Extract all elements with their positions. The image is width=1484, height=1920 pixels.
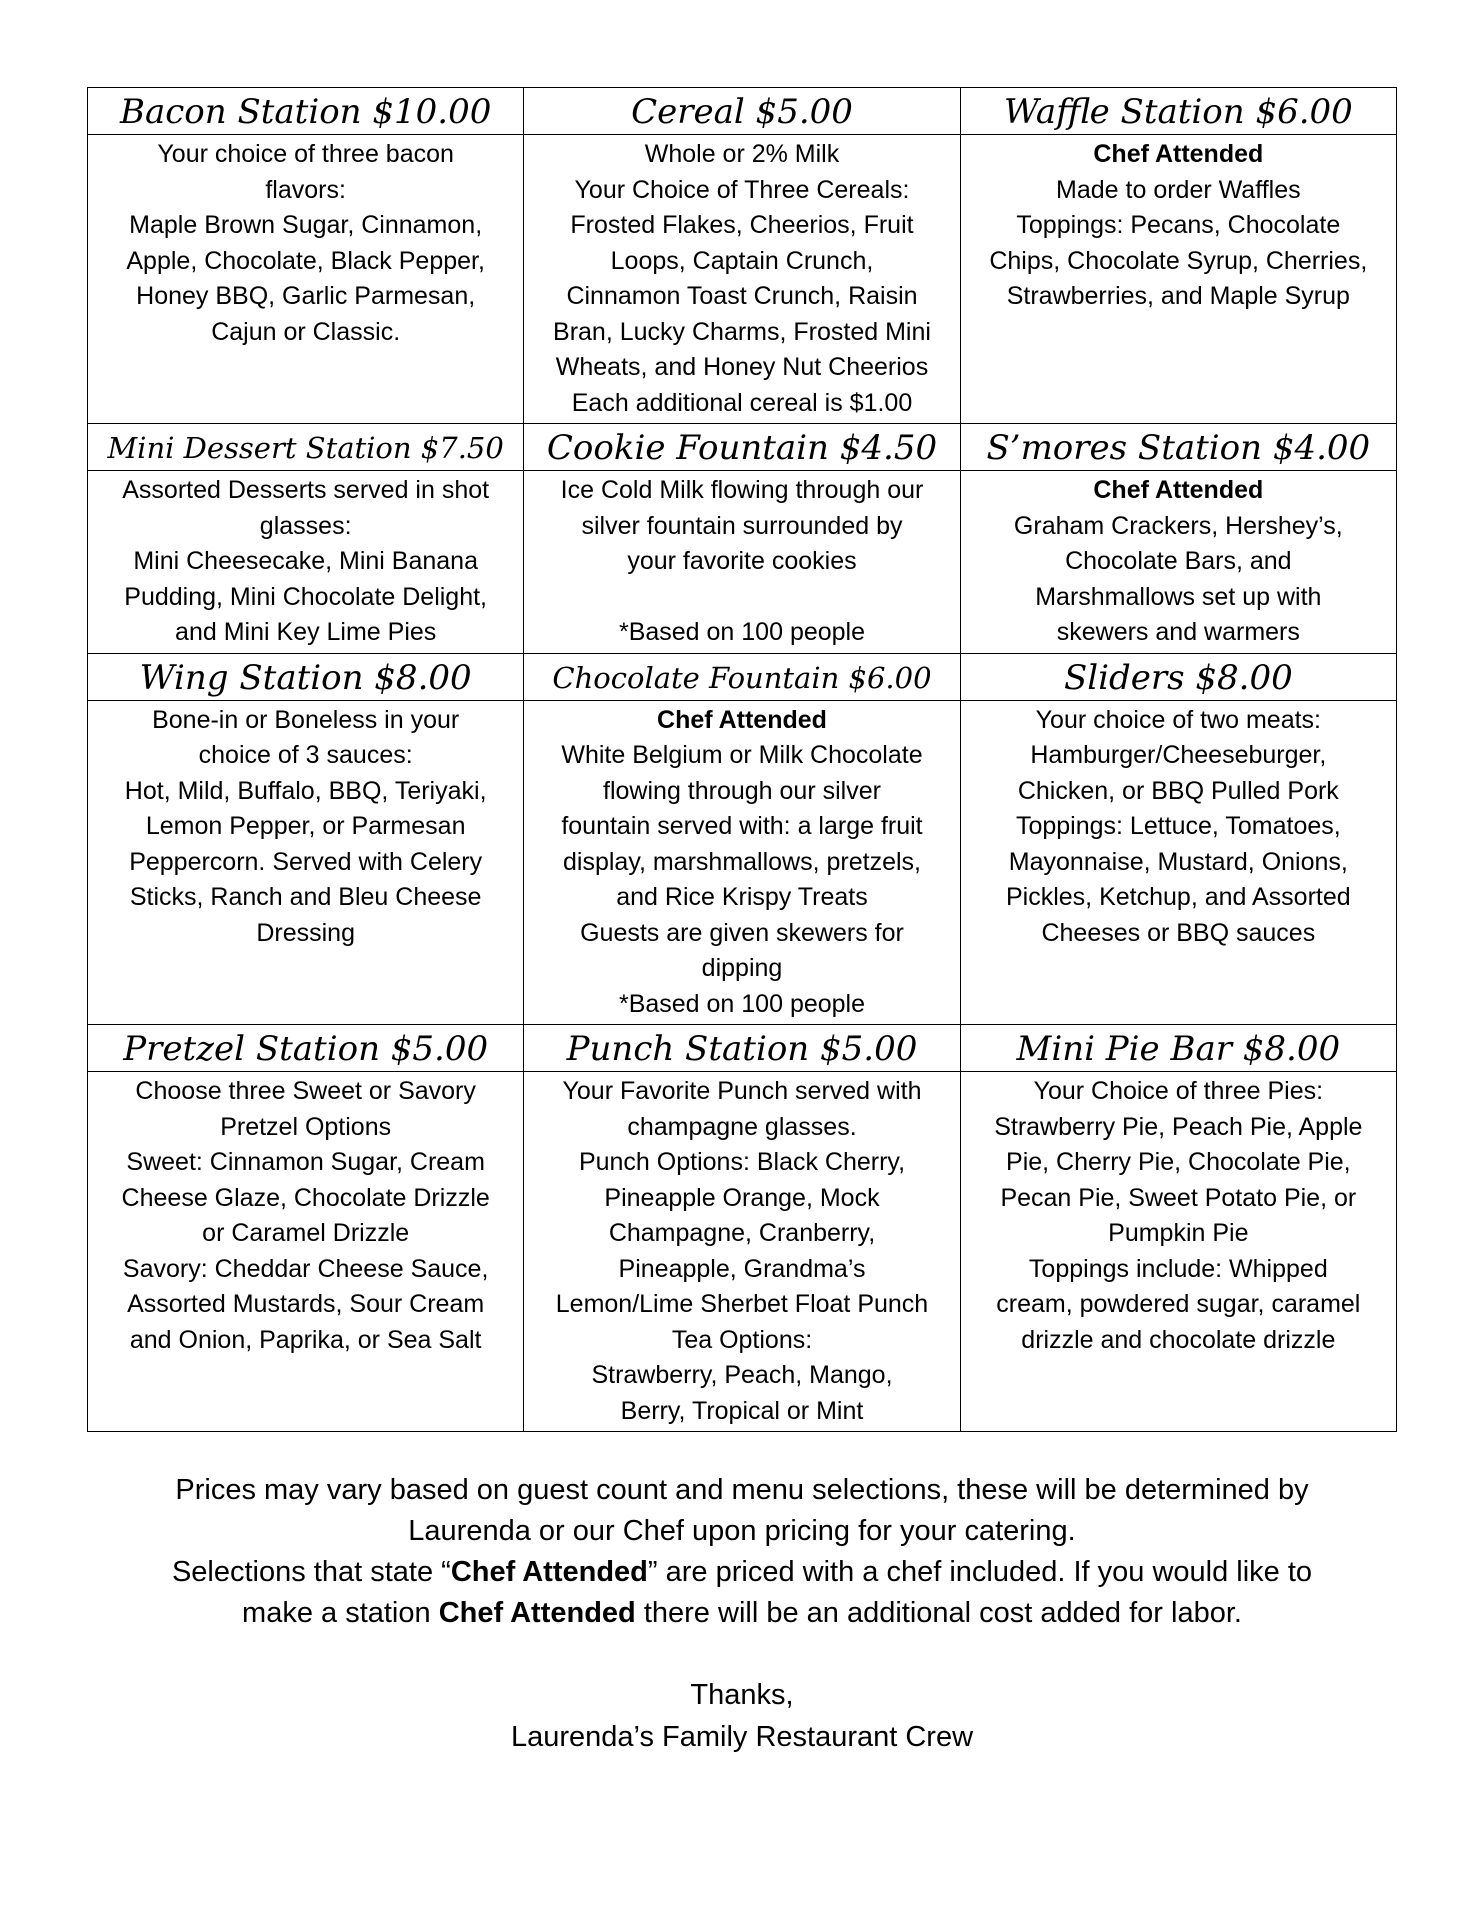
description-line: Chicken, or BBQ Pulled Pork (1017, 776, 1339, 805)
closing-signature (80, 1674, 1404, 1758)
description-line: Peppercorn. Served with Celery (129, 847, 483, 876)
description-line: champagne glasses. (627, 1112, 857, 1141)
description-line (530, 580, 953, 616)
description-line: Chips, Chocolate Syrup, Cherries, (989, 246, 1368, 275)
station-description (524, 1072, 960, 1432)
notes-line-4-end: there will be an additional cost added for labor. (635, 1597, 1242, 1629)
description-line: Berry, Tropical or Mint (620, 1396, 864, 1425)
description-line: Your Choice of three Pies: (1033, 1077, 1324, 1105)
description-line: Cheese Glaze, Chocolate Drizzle (121, 1183, 490, 1212)
station-description (960, 135, 1396, 424)
description-line: Lemon/Lime Sherbet Float Punch (555, 1290, 929, 1318)
station-description (960, 1072, 1396, 1432)
description-line: Pie, Cherry Pie, Chocolate Pie, (1006, 1148, 1351, 1176)
description-line: Toppings: Lettuce, Tomatoes, (1015, 812, 1341, 840)
description-line: Champagne, Cranberry, (608, 1219, 876, 1247)
station-title: Cereal $5.00 (524, 88, 960, 135)
description-line: Dressing (256, 918, 355, 947)
description-line: Pudding, Mini Chocolate Delight, (124, 582, 488, 611)
description-line: Maple Brown Sugar, Cinnamon, (129, 211, 483, 239)
station-title: Sliders $8.00 (960, 653, 1396, 700)
description-line: Loops, Captain Crunch, (610, 246, 874, 275)
description-line: Toppings: Pecans, Chocolate (1016, 211, 1341, 239)
description-line: Cheeses or BBQ sauces (1041, 918, 1316, 947)
station-description (524, 700, 960, 1025)
description-line: drizzle and chocolate drizzle (1021, 1325, 1336, 1354)
description-line: display, marshmallows, pretzels, (563, 847, 921, 876)
description-line: and Rice Krispy Treats (616, 883, 868, 911)
notes-line-3 (80, 1552, 1404, 1593)
notes-line-1: Prices may vary based on guest count and menu selections, these will be determined by (175, 1474, 1309, 1506)
description-line: *Based on 100 people (618, 618, 866, 646)
description-line: and Onion, Paprika, or Sea Salt (129, 1325, 482, 1354)
description-line: Choose three Sweet or Savory (135, 1077, 476, 1105)
station-title: Mini Pie Bar $8.00 (960, 1025, 1396, 1072)
description-line: Assorted Desserts served in shot (122, 476, 490, 504)
description-line: or Caramel Drizzle (202, 1219, 410, 1247)
description-line: Apple, Chocolate, Black Pepper, (126, 246, 485, 275)
description-line: *Based on 100 people (618, 989, 866, 1018)
station-description (960, 471, 1396, 654)
station-title-row (88, 424, 1397, 471)
station-details-row (88, 135, 1397, 424)
station-title: Pretzel Station $5.00 (88, 1025, 524, 1072)
description-line: Pickles, Ketchup, and Assorted (1006, 883, 1351, 911)
description-line: fountain served with: a large fruit (561, 812, 923, 840)
description-line: Marshmallows set up with (1035, 582, 1322, 611)
notes-line-2: Laurenda or our Chef upon pricing for your catering. (408, 1515, 1076, 1547)
description-line: Assorted Mustards, Sour Cream (127, 1290, 485, 1318)
description-line: Pecan Pie, Sweet Potato Pie, or (1000, 1183, 1357, 1212)
station-description (88, 135, 524, 424)
description-line: Bran, Lucky Charms, Frosted Mini (553, 317, 931, 346)
chef-attended-label: Chef Attended (1093, 140, 1264, 168)
description-line: Ice Cold Milk flowing through our (560, 476, 924, 504)
station-title: Chocolate Fountain $6.00 (524, 653, 960, 700)
station-title-row (88, 88, 1397, 135)
description-line: flowing through our silver (603, 776, 881, 805)
thanks-line: Thanks, (690, 1679, 794, 1711)
description-line: Mayonnaise, Mustard, Onions, (1008, 847, 1348, 876)
description-line: Strawberries, and Maple Syrup (1006, 282, 1350, 310)
station-details-row (88, 700, 1397, 1025)
description-line: Pineapple, Grandma’s (618, 1254, 866, 1283)
description-line: Lemon Pepper, or Parmesan (145, 812, 466, 840)
description-line: Tea Options: (671, 1325, 813, 1354)
description-line: dipping (701, 954, 783, 982)
description-line: Strawberry, Peach, Mango, (591, 1361, 893, 1389)
description-line: Hamburger/Cheeseburger, (1030, 741, 1327, 769)
description-line: White Belgium or Milk Chocolate (561, 741, 923, 769)
description-line: Made to order Waffles (1056, 175, 1301, 204)
description-line: glasses: (259, 511, 352, 540)
description-line: Wheats, and Honey Nut Cheerios (555, 353, 929, 381)
station-title: Waffle Station $6.00 (960, 88, 1396, 135)
station-description (88, 1072, 524, 1432)
description-line: skewers and warmers (1056, 618, 1300, 646)
description-line: Your choice of two meats: (1035, 705, 1321, 734)
station-title: S’mores Station $4.00 (960, 424, 1396, 471)
description-line: Hot, Mild, Buffalo, BBQ, Teriyaki, (124, 776, 487, 805)
signature-line: Laurenda’s Family Restaurant Crew (510, 1721, 974, 1753)
chef-attended-label: Chef Attended (657, 705, 827, 734)
description-line: Frosted Flakes, Cheerios, Fruit (570, 211, 914, 239)
chef-attended-emphasis: Chef Attended (450, 1556, 648, 1588)
description-line: and Mini Key Lime Pies (175, 618, 437, 646)
description-line: Pineapple Orange, Mock (604, 1183, 880, 1212)
station-title: Punch Station $5.00 (524, 1025, 960, 1072)
description-line: Bone-in or Boneless in your (152, 705, 460, 734)
description-line: Strawberry Pie, Peach Pie, Apple (994, 1112, 1363, 1141)
station-title-row (88, 653, 1397, 700)
station-menu-table (87, 87, 1397, 1432)
station-details-row (88, 1072, 1397, 1432)
station-description (88, 700, 524, 1025)
station-title: Cookie Fountain $4.50 (524, 424, 960, 471)
description-line: Toppings include: Whipped (1028, 1254, 1328, 1283)
description-line: Your Choice of Three Cereals: (574, 175, 910, 204)
station-title: Wing Station $8.00 (88, 653, 524, 700)
description-line: Cinnamon Toast Crunch, Raisin (566, 282, 918, 310)
chef-attended-label: Chef Attended (1093, 476, 1264, 504)
description-line: Graham Crackers, Hershey’s, (1013, 511, 1343, 540)
description-line: Your Favorite Punch served with (562, 1077, 922, 1105)
description-line: Punch Options: Black Cherry, (578, 1148, 906, 1176)
description-line: Cajun or Classic. (211, 317, 401, 346)
notes-line-3-end: ” are priced with a chef included. If you would like to (647, 1556, 1313, 1588)
description-line: silver fountain surrounded by (581, 511, 903, 540)
description-line: Each additional cereal is $1.00 (571, 388, 913, 417)
description-line: Whole or 2% Milk (644, 140, 840, 168)
description-line: flavors: (265, 175, 346, 204)
description-line: Mini Cheesecake, Mini Banana (133, 547, 478, 575)
description-line: your favorite cookies (627, 547, 857, 575)
description-line: cream, powdered sugar, caramel (996, 1290, 1361, 1318)
description-line: Pumpkin Pie (1108, 1219, 1249, 1247)
description-line: Sticks, Ranch and Bleu Cheese (129, 883, 482, 911)
station-description (524, 471, 960, 654)
description-line: choice of 3 sauces: (198, 741, 413, 769)
notes-line-3-start: Selections that state “ (171, 1556, 451, 1588)
description-line: Pretzel Options (220, 1112, 392, 1141)
station-title: Mini Dessert Station $7.50 (88, 424, 524, 471)
description-line: Your choice of three bacon (157, 140, 454, 168)
description-line: Chocolate Bars, and (1065, 547, 1292, 575)
station-description (88, 471, 524, 654)
station-details-row (88, 471, 1397, 654)
notes-line-4-start: make a station (242, 1597, 439, 1629)
station-description (960, 700, 1396, 1025)
notes-line-4 (80, 1593, 1404, 1634)
chef-attended-emphasis: Chef Attended (438, 1597, 636, 1629)
station-description (524, 135, 960, 424)
station-title: Bacon Station $10.00 (88, 88, 524, 135)
pricing-notes (80, 1470, 1404, 1634)
description-line: Sweet: Cinnamon Sugar, Cream (126, 1148, 485, 1176)
description-line: Savory: Cheddar Cheese Sauce, (122, 1254, 489, 1283)
description-line: Guests are given skewers for (580, 918, 904, 947)
station-title-row (88, 1025, 1397, 1072)
description-line: Honey BBQ, Garlic Parmesan, (136, 282, 476, 310)
